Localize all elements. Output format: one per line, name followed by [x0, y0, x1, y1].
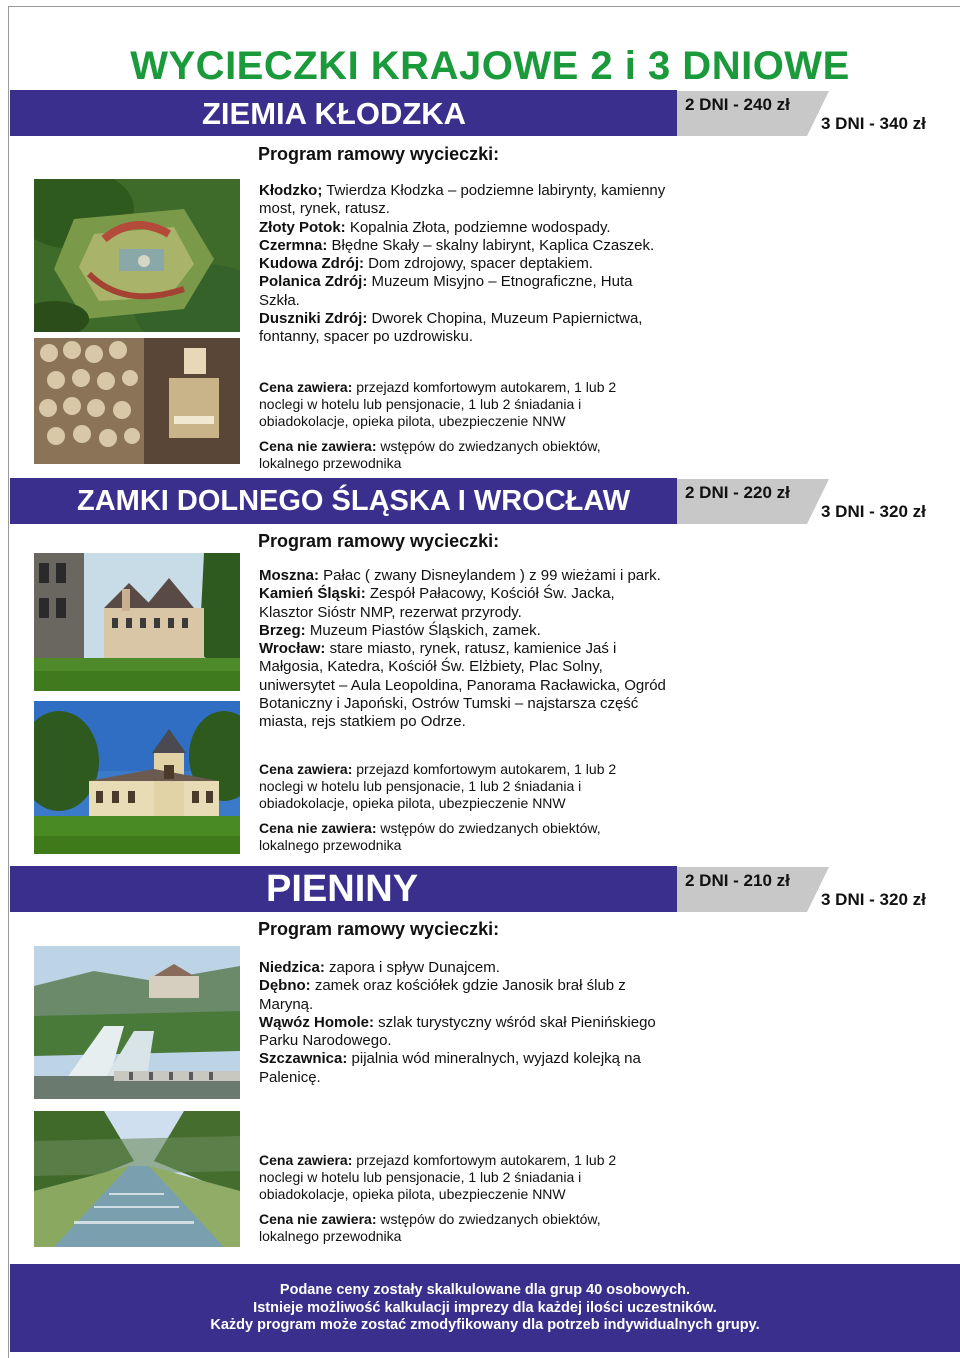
place-description: Kopalnia Złota, podziemne wodospady. — [345, 218, 611, 236]
river-valley-photo — [34, 1111, 240, 1247]
place-description: szlak turystyczny wśród skał Pienińskiego Parku Narodowego. — [259, 1013, 656, 1050]
section-band-ziemia-klodzka — [10, 90, 677, 136]
excludes-text: wstępów do zwiedzanych obiektów, lokalnego przewodnika — [259, 1211, 601, 1244]
place-name: Czermna: — [259, 236, 328, 254]
includes-label: Cena zawiera: — [259, 379, 353, 395]
place-description: zamek oraz kościółek gdzie Janosik brał ślub z Maryną. — [259, 977, 626, 1013]
place-name: Szczawnica: — [259, 1050, 348, 1068]
price-box — [677, 867, 960, 912]
place-name: Dębno: — [259, 977, 311, 995]
place-name: Wrocław: — [259, 640, 326, 658]
castle-photo — [34, 701, 240, 854]
fortress-aerial-photo — [34, 179, 240, 332]
excludes-label: Cena nie zawiera: — [259, 1211, 377, 1227]
price-3-days: 3 DNI - 320 zł — [821, 890, 926, 909]
place-name: Złoty Potok: — [259, 218, 346, 236]
place-description: Twierdza Kłodzka – podziemne labirynty, kamienny most, rynek, ratusz. — [259, 182, 666, 218]
section-title: ZIEMIA KŁODZKA — [202, 96, 467, 131]
price-box — [677, 479, 960, 524]
program-heading: Program ramowy wycieczki: — [258, 144, 500, 164]
footer-line: Istnieje możliwość kalkulacji imprezy dla każdej ilości uczestników. — [253, 1299, 717, 1316]
footer-note — [10, 1264, 960, 1352]
place-description: stare miasto, rynek, ratusz, kamienice Jaś i Małgosia, Katedra, Kościół Św. Elżbiety, Plac Solny, uniwersytet – Aula Leopoldina, Panorama Racławicka, Ogród Botaniczny i Japoński, Ostrów Tumski – najstarsza część miasta, rejs statkiem po Odrze. — [259, 640, 666, 731]
price-includes — [259, 379, 659, 430]
includes-text: przejazd komfortowym autokarem, 1 lub 2 noclegi w hotelu lub pensjonacie, 1 lub 2 śniadania i obiadokolacje, opieka pilota, ubezpieczenie NNW — [259, 379, 617, 429]
place-name: Kudowa Zdrój: — [259, 255, 364, 273]
list-item — [259, 255, 669, 273]
price-2-days: 2 DNI - 220 zł — [685, 483, 790, 502]
price-3-days: 3 DNI - 320 zł — [821, 502, 926, 521]
page-title: WYCIECZKI KRAJOWE 2 i 3 DNIOWE — [130, 44, 850, 88]
place-description: zapora i spływ Dunajcem. — [324, 959, 500, 976]
list-item — [259, 219, 669, 237]
place-name: Kłodzko; — [259, 182, 323, 199]
includes-text: przejazd komfortowym autokarem, 1 lub 2 noclegi w hotelu lub pensjonacie, 1 lub 2 śniadania i obiadokolacje, opieka pilota, ubezpieczenie NNW — [259, 1152, 617, 1202]
price-excludes — [259, 820, 659, 854]
list-item — [259, 585, 669, 622]
program-heading: Program ramowy wycieczki: — [258, 919, 500, 939]
footer-line: Podane ceny zostały skalkulowane dla grup 40 osobowych. — [279, 1282, 691, 1298]
list-item — [259, 273, 669, 310]
place-description: Muzeum Misyjno – Etnograficzne, Huta Szkła. — [259, 273, 633, 309]
place-name: Polanica Zdrój: — [259, 273, 368, 291]
place-description: Zespół Pałacowy, Kościół Św. Jacka, Klasztor Sióstr NMP, rezerwat przyrody. — [259, 585, 615, 621]
section-band-pieniny — [10, 866, 677, 912]
list-item — [259, 237, 669, 255]
program-heading: Program ramowy wycieczki: — [258, 531, 500, 551]
includes-label: Cena zawiera: — [259, 1152, 353, 1168]
excludes-text: wstępów do zwiedzanych obiektów, lokalnego przewodnika — [259, 820, 601, 853]
price-info — [259, 379, 659, 480]
list-item — [259, 1014, 669, 1051]
list-item — [259, 1050, 669, 1087]
list-item — [259, 182, 669, 219]
list-item — [259, 310, 669, 347]
includes-label: Cena zawiera: — [259, 761, 353, 777]
skull-chapel-photo — [34, 338, 240, 464]
place-name: Brzeg: — [259, 621, 306, 639]
place-name: Moszna: — [259, 567, 319, 584]
place-name: Niedzica: — [259, 959, 325, 976]
list-item — [259, 977, 669, 1014]
includes-text: przejazd komfortowym autokarem, 1 lub 2 noclegi w hotelu lub pensjonacie, 1 lub 2 śniadania i obiadokolacje, opieka pilota, ubezpieczenie NNW — [259, 761, 617, 811]
price-includes — [259, 1152, 659, 1203]
list-item — [259, 567, 669, 585]
program-list — [259, 567, 669, 732]
price-3-days: 3 DNI - 340 zł — [821, 114, 926, 133]
place-description: Dom zdrojowy, spacer deptakiem. — [364, 255, 593, 273]
list-item — [259, 959, 669, 977]
section-title: PIENINY — [266, 868, 419, 910]
place-name: Duszniki Zdrój: — [259, 310, 368, 328]
place-description: Dworek Chopina, Muzeum Papiernictwa, fontanny, spacer po uzdrowisku. — [259, 310, 643, 346]
price-excludes — [259, 438, 659, 472]
section-band-zamki — [10, 478, 677, 524]
place-description: Pałac ( zwany Disneylandem ) z 99 wieżami i park. — [319, 567, 661, 584]
list-item — [259, 622, 669, 640]
dam-castle-photo — [34, 946, 240, 1099]
price-2-days: 2 DNI - 240 zł — [685, 95, 790, 114]
place-description: Muzeum Piastów Śląskich, zamek. — [305, 621, 541, 639]
moszna-palace-photo — [34, 553, 240, 691]
section-title: ZAMKI DOLNEGO ŚLĄSKA I WROCŁAW — [77, 485, 631, 517]
footer-line: Każdy program może zostać zmodyfikowany dla potrzeb indywidualnych grupy. — [210, 1317, 760, 1333]
place-description: Błędne Skały – skalny labirynt, Kaplica Czaszek. — [327, 236, 655, 254]
place-name: Kamień Śląski: — [259, 585, 366, 603]
price-2-days: 2 DNI - 210 zł — [685, 871, 790, 890]
price-excludes — [259, 1211, 659, 1245]
price-info — [259, 1152, 659, 1253]
program-list — [259, 959, 669, 1087]
price-box — [677, 91, 960, 136]
excludes-text: wstępów do zwiedzanych obiektów, lokalnego przewodnika — [259, 438, 601, 471]
price-includes — [259, 761, 659, 812]
excludes-label: Cena nie zawiera: — [259, 820, 377, 836]
place-name: Wąwóz Homole: — [259, 1013, 374, 1031]
place-description: pijalnia wód mineralnych, wyjazd kolejką na Palenicę. — [259, 1050, 641, 1086]
price-info — [259, 761, 659, 862]
excludes-label: Cena nie zawiera: — [259, 438, 377, 454]
program-list — [259, 182, 669, 347]
list-item — [259, 640, 669, 731]
